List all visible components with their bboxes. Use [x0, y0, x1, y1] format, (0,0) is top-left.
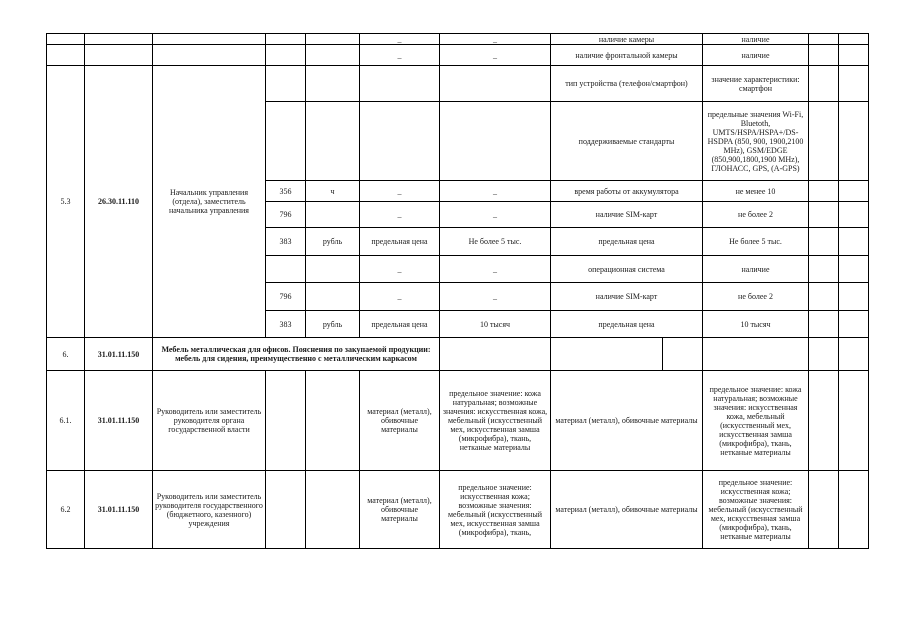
cell-empty [809, 256, 839, 283]
cell-char: _ [360, 34, 440, 45]
cell-okei [266, 66, 306, 102]
okpd-code: 31.01.11.150 [85, 471, 153, 549]
cell-value-2: предельное значение: кожа натуральная; возможные значения: искусственная кожа, мебельный (искусственный мех, искусственная замша (микрофибра), ткань, нетканые материалы [703, 371, 809, 471]
section-number: 6.2 [47, 471, 85, 549]
cell-empty [839, 283, 869, 311]
cell-char: _ [360, 283, 440, 311]
cell-value-2: не более 2 [703, 283, 809, 311]
cell-char-2: поддерживаемые стандарты [551, 102, 703, 181]
cell-empty [809, 45, 839, 66]
cell-okei [266, 45, 306, 66]
cell-char-2: наличие камеры [551, 34, 703, 45]
cell-unit [306, 371, 360, 471]
cell-char: материал (металл), обивочные материалы [360, 471, 440, 549]
cell-okei [266, 256, 306, 283]
cell-value: Не более 5 тыс. [440, 228, 551, 256]
cell-char: _ [360, 45, 440, 66]
cell-value: 10 тысяч [440, 311, 551, 338]
cell-char-2: материал (металл), обивочные материалы [551, 471, 703, 549]
cell-char: _ [360, 256, 440, 283]
cell-char-2: тип устройства (телефон/смартфон) [551, 66, 703, 102]
cell-value-2: Не более 5 тыс. [703, 228, 809, 256]
cell-unit [306, 66, 360, 102]
table-row [47, 66, 869, 102]
cell-okei: 796 [266, 202, 306, 228]
cell-value-2: не менее 10 [703, 181, 809, 202]
cell-value-2: 10 тысяч [703, 311, 809, 338]
table-row [47, 371, 869, 471]
cell-char-2 [551, 338, 663, 371]
cell-empty [839, 228, 869, 256]
cell-value [440, 66, 551, 102]
cell-char-2: наличие SIM-карт [551, 202, 703, 228]
cell-empty [809, 228, 839, 256]
cell-char-2: предельная цена [551, 228, 703, 256]
cell-empty [809, 181, 839, 202]
section-number: 6. [47, 338, 85, 371]
cell-unit [306, 471, 360, 549]
cell-empty [809, 283, 839, 311]
cell-value-2: наличие [703, 45, 809, 66]
cell-char: _ [360, 181, 440, 202]
cell-value: _ [440, 45, 551, 66]
cell-value: _ [440, 34, 551, 45]
cell-empty [839, 34, 869, 45]
cell-unit: рубль [306, 311, 360, 338]
cell-empty [839, 256, 869, 283]
cell-okei [266, 471, 306, 549]
cell-empty [839, 338, 869, 371]
okpd-code: 31.01.11.150 [85, 371, 153, 471]
cell-okei [266, 102, 306, 181]
cell-empty [839, 202, 869, 228]
cell-empty [809, 471, 839, 549]
section-number: 5.3 [47, 66, 85, 338]
cell-empty [809, 202, 839, 228]
cell-okei: 383 [266, 311, 306, 338]
cell-char: материал (металл), обивочные материалы [360, 371, 440, 471]
cell-value-2: предельные значения Wi-Fi, Bluetoth, UMTS/HSPA/HSPA+/DS-HSDPA (850, 900, 1900,2100 MHz), GSM/EDGE (850,900,1800,1900 MHz), ГЛОНАСС, GPS, (A-GPS) [703, 102, 809, 181]
cell-unit [306, 283, 360, 311]
cell-value: предельное значение: кожа натуральная; возможные значения: искусственная кожа, мебельный (искусственный мех, искусственная замша (микрофибра), ткань, нетканые материалы [440, 371, 551, 471]
cell-empty [809, 311, 839, 338]
cell-okei: 356 [266, 181, 306, 202]
cell-char-2: предельная цена [551, 311, 703, 338]
cell-unit [306, 45, 360, 66]
cell-char-2: время работы от аккумулятора [551, 181, 703, 202]
cell-value [440, 102, 551, 181]
cell-empty [663, 338, 703, 371]
cell-empty [839, 66, 869, 102]
cell-value-2: наличие [703, 34, 809, 45]
cell-unit [306, 102, 360, 181]
cell-value: _ [440, 283, 551, 311]
cell-unit: ч [306, 181, 360, 202]
cell-empty [809, 102, 839, 181]
cell-char: предельная цена [360, 228, 440, 256]
table-row [47, 45, 869, 66]
cell-okei: 383 [266, 228, 306, 256]
cell-empty [809, 371, 839, 471]
cell-position [153, 34, 266, 45]
cell-unit: рубль [306, 228, 360, 256]
table-row [47, 338, 869, 371]
cell-unit [306, 202, 360, 228]
cell-char-2: материал (металл), обивочные материалы [551, 371, 703, 471]
cell-char-2: операционная система [551, 256, 703, 283]
cell-position [153, 45, 266, 66]
cell-char: предельная цена [360, 311, 440, 338]
cell-value: _ [440, 181, 551, 202]
cell-value: _ [440, 202, 551, 228]
cell-empty [809, 34, 839, 45]
cell-num [47, 45, 85, 66]
cell-empty [809, 338, 839, 371]
cell-empty [839, 102, 869, 181]
cell-code [85, 34, 153, 45]
cell-num [47, 34, 85, 45]
okpd-code: 31.01.11.150 [85, 338, 153, 371]
cell-empty [839, 471, 869, 549]
cell-empty [839, 311, 869, 338]
okpd-code: 26.30.11.110 [85, 66, 153, 338]
position-name: Начальник управления (отдела), заместитель начальника управления [153, 66, 266, 338]
cell-code [85, 45, 153, 66]
position-name: Руководитель или заместитель руководителя государственного (бюджетного, казенного) учреждения [153, 471, 266, 549]
cell-unit [306, 34, 360, 45]
cell-value: предельное значение: искусственная кожа; возможные значения: мебельный (искусственный мех, искусственная замша (микрофибра), ткань, [440, 471, 551, 549]
cell-char-2: наличие фронтальной камеры [551, 45, 703, 66]
table-row [47, 34, 869, 45]
cell-value-2: значение характеристики: смартфон [703, 66, 809, 102]
spec-table [46, 33, 869, 549]
cell-value-2: наличие [703, 256, 809, 283]
section-title: Мебель металлическая для офисов. Пояснения по закупаемой продукции: мебель для сидения, преимущественно с металлическим каркасом [153, 338, 440, 371]
cell-char: _ [360, 202, 440, 228]
cell-empty [839, 45, 869, 66]
table-row [47, 471, 869, 549]
cell-okei [266, 34, 306, 45]
cell-char-2: наличие SIM-карт [551, 283, 703, 311]
position-name: Руководитель или заместитель руководителя органа государственной власти [153, 371, 266, 471]
cell-char [360, 102, 440, 181]
cell-value: _ [440, 256, 551, 283]
cell-char [360, 66, 440, 102]
cell-value-2: предельное значение: искусственная кожа; возможные значения: мебельный (искусственный мех, искусственная замша (микрофибра), ткань, нетканые материалы [703, 471, 809, 549]
cell-value-2 [703, 338, 809, 371]
cell-unit [306, 256, 360, 283]
cell-okei [266, 371, 306, 471]
cell-empty [839, 371, 869, 471]
section-number: 6.1. [47, 371, 85, 471]
cell-value-2: не более 2 [703, 202, 809, 228]
cell-empty [809, 66, 839, 102]
cell-value [440, 338, 551, 371]
cell-okei: 796 [266, 283, 306, 311]
cell-empty [839, 181, 869, 202]
